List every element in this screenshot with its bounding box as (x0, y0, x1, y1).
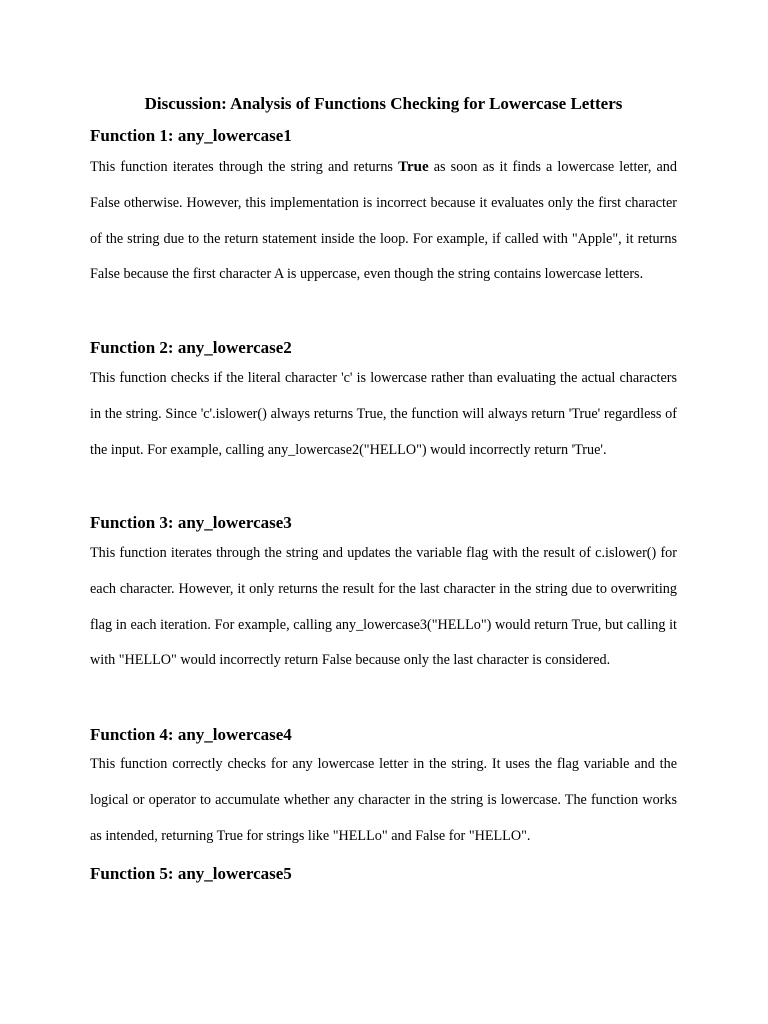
section-body-function-1 (90, 150, 677, 293)
section-heading-function-3: Function 3: any_lowercase3 (90, 513, 292, 532)
body-text: This function iterates through the string and returns (90, 159, 399, 175)
section-heading-function-4: Function 4: any_lowercase4 (90, 725, 292, 744)
body-text: as soon as it finds a lowercase letter, and False otherwise. However, this implementation is incorrect because it evaluates only the first character of the string due to the return statement inside the loop. For example, if called with "Apple", it returns False because the first character A is uppercase, even though the string contains lowercase letters. (90, 159, 677, 283)
section-heading-function-1: Function 1: any_lowercase1 (90, 126, 292, 145)
bold-keyword: True (398, 159, 429, 175)
section-body-function-3: This function iterates through the string and updates the variable flag with the result of c.islower() for each character. However, it only returns the result for the last character in the string due to overwriting flag in each iteration. For example, calling any_lowercase3("HELLo") would return True, but calling it with "HELLO" would incorrectly return False because only the last character is considered. (90, 545, 677, 669)
document-title: Discussion: Analysis of Functions Checking for Lowercase Letters (144, 94, 623, 113)
section-body-function-4: This function correctly checks for any lowercase letter in the string. It uses the flag variable and the logical or operator to accumulate whether any character in the string is lowercase. The function works as intended, returning True for strings like "HELLo" and False for "HELLO". (90, 756, 677, 844)
section-heading-function-2: Function 2: any_lowercase2 (90, 338, 292, 357)
section-heading-function-5: Function 5: any_lowercase5 (90, 864, 292, 883)
section-body-function-2: This function checks if the literal character 'c' is lowercase rather than evaluating the actual characters in the string. Since 'c'.islower() always returns True, the function will always return 'True' regardless of the input. For example, calling any_lowercase2("HELLO") would incorrectly return 'True'. (90, 370, 677, 458)
